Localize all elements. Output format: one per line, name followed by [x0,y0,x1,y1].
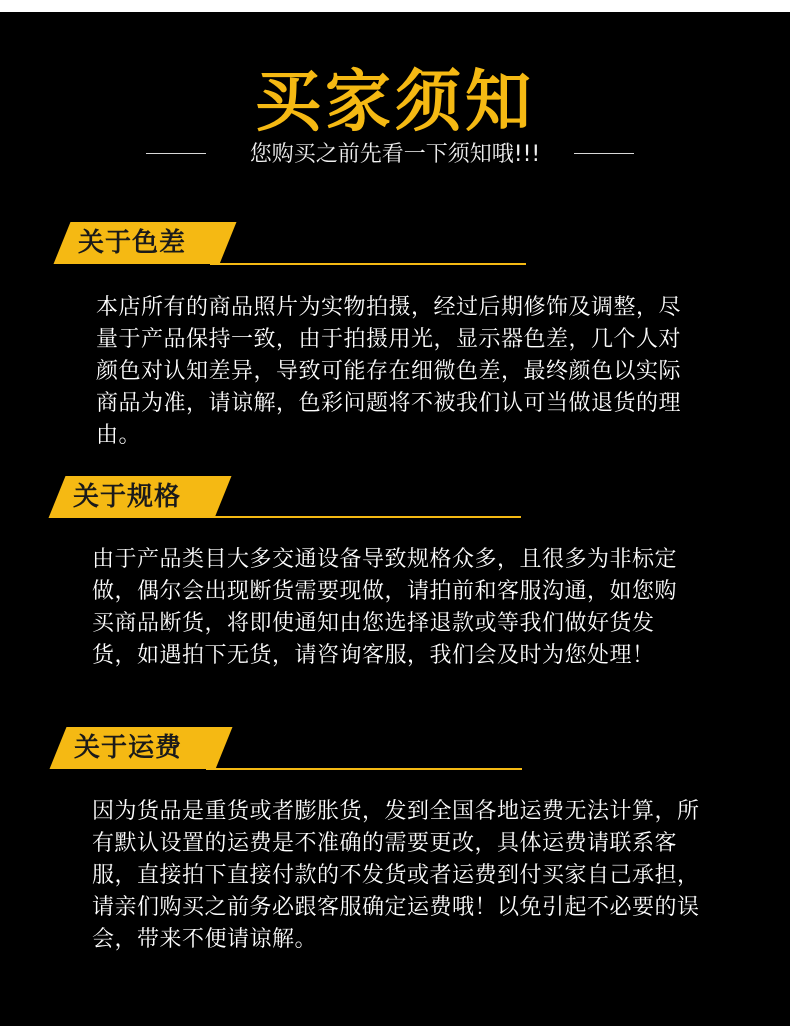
section-body: 因为货品是重货或者膨胀货，发到全国各地运费无法计算，所有默认设置的运费是不准确的需要更改，具体运费请联系客服，直接拍下直接付款的不发货或者运费到付买家自己承担，请亲们购买之前务必跟客服确定运费哦！以免引起不必要的误会，带来不便请谅解。 [92,799,700,952]
section-underline [205,516,521,518]
section-heading: 关于规格 [73,482,182,512]
section-heading: 关于色差 [78,228,187,258]
page-title: 买家须知 [255,62,535,141]
notice-page [0,12,790,1026]
section-underline [210,263,526,265]
section-underline [206,768,522,770]
page-subtitle: 您购买之前先看一下须知哦!!! [249,142,541,167]
section-body: 本店所有的商品照片为实物拍摄，经过后期修饰及调整，尽量于产品保持一致，由于拍摄用光，显示器色差，几个人对颜色对认知差异，导致可能存在细微色差，最终颜色以实际商品为准，请谅解，色彩问题将不被我们认可当做退货的理由。 [96,295,682,448]
section-heading: 关于运费 [74,733,183,763]
subtitle-right-rule [574,153,634,154]
section-body: 由于产品类目大多交通设备导致规格众多，且很多为非标定做，偶尔会出现断货需要现做，请拍前和客服沟通，如您购买商品断货，将即使通知由您选择退款或等我们做好货发货，如遇拍下无货，请咨询客服，我们会及时为您处理！ [92,547,678,668]
